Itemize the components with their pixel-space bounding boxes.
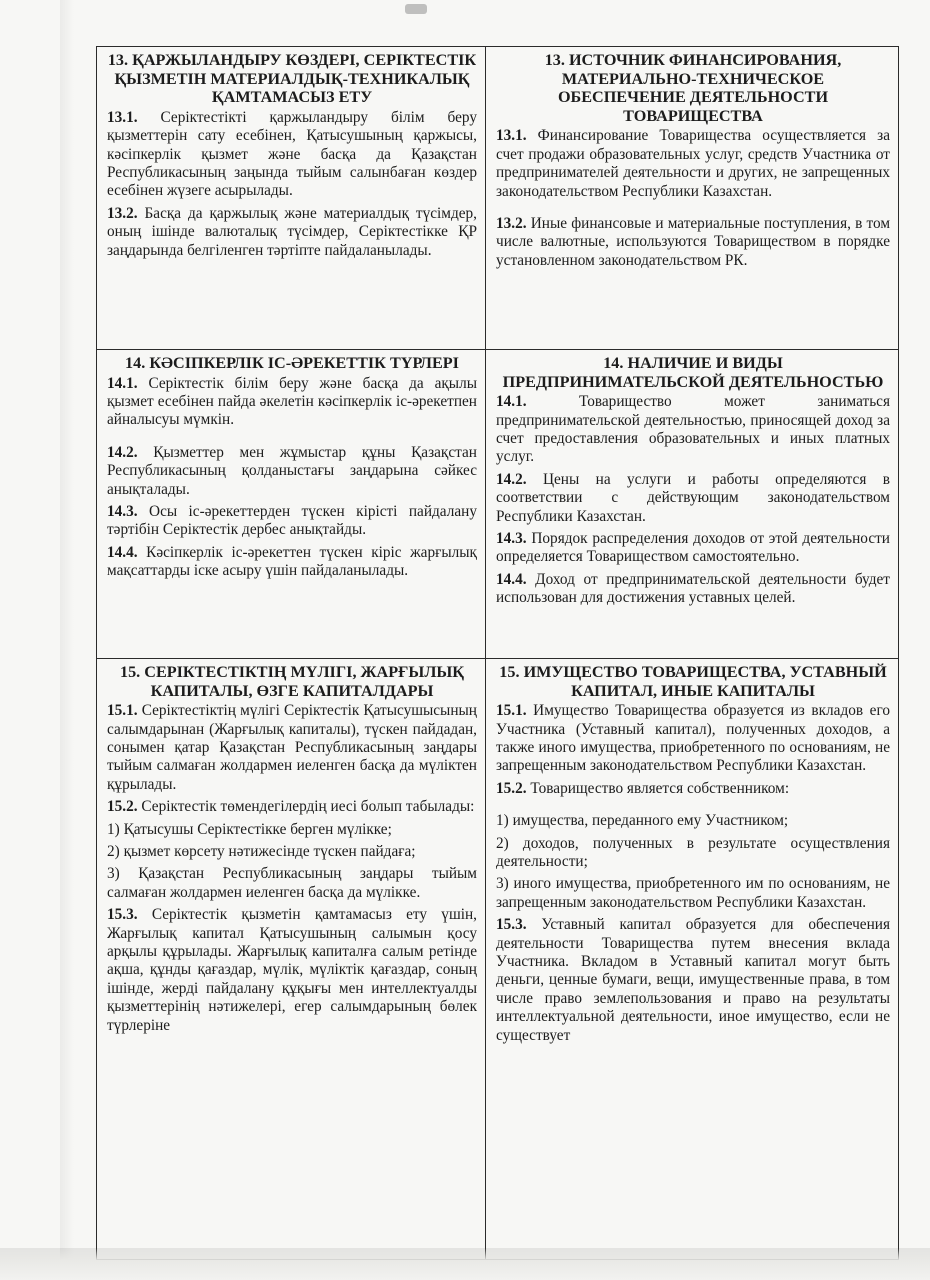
clause-number: 13.1. xyxy=(107,108,138,126)
list-item xyxy=(107,821,477,839)
clause-number: 13.2. xyxy=(496,215,527,232)
clause xyxy=(496,571,890,608)
section-15-russian xyxy=(486,659,899,1260)
list-item-text: 2) доходов, полученных в результате осуществления деятельности; xyxy=(496,834,890,871)
clause xyxy=(496,471,890,526)
clause-number: 15.3. xyxy=(107,906,138,924)
list-item xyxy=(107,843,477,861)
clause xyxy=(107,109,477,201)
clause-number: 14.4. xyxy=(496,570,527,588)
clause-text: Имущество Товарищества образуется из вкладов его Участника (Уставный капитал), полученных доходов, а также иного имущества, приобретенного по основаниям, не запрещенным законодательством Республики Казахстан. xyxy=(496,702,890,775)
section-13-russian xyxy=(486,47,899,350)
clause-number: 15.3. xyxy=(496,916,527,934)
section-title: 13. ИСТОЧНИК ФИНАНСИРОВАНИЯ, МАТЕРИАЛЬНО-ТЕХНИЧЕСКОЕ ОБЕСПЕЧЕНИЕ ДЕЯТЕЛЬНОСТИ ТОВАРИЩЕСТВА xyxy=(544,51,842,125)
section-13-kazakh xyxy=(97,47,486,350)
clause xyxy=(496,215,890,270)
clause-text: Доход от предпринимательской деятельности будет использован для достижения уставных целей. xyxy=(496,570,890,607)
section-14-kazakh xyxy=(97,350,486,659)
clause xyxy=(107,205,477,260)
clause-text: Серіктестік білім беру және басқа да ақылы қызмет есебінен пайда әкелетін кәсіпкерлік іс-әрекетпен айналысуы мүмкін. xyxy=(107,374,477,429)
clause-text: Серіктестік төмендегілердің иесі болып табылады: xyxy=(137,798,475,816)
clause xyxy=(107,702,477,794)
list-item xyxy=(496,812,890,830)
clause-text: Цены на услуги и работы определяются в соответствии с действующим законодательством Республики Казахстан. xyxy=(496,470,890,525)
clause-text: Товарищество может заниматься предпринимательской деятельностью, приносящей доход за счет предоставления образовательных и иных платных услуг. xyxy=(496,393,890,466)
section-row-15 xyxy=(97,659,899,1260)
section-title: 15. СЕРІКТЕСТІКТІҢ МҮЛІГІ, ЖАРҒЫЛЫҚ КАПИТАЛЫ, ӨЗГЕ КАПИТАЛДАРЫ xyxy=(119,663,465,700)
clause-text: Порядок распределения доходов от этой деятельности определяется Товариществом самостоятельно. xyxy=(496,530,890,566)
clause xyxy=(107,503,477,540)
list-item-text: 3) Қазақстан Республикасының заңдары тыйым салмаған жолдармен иеленген басқа да мүлікке. xyxy=(107,865,477,901)
clause-number: 14.3. xyxy=(496,530,527,548)
section-row-13 xyxy=(97,47,899,350)
clause xyxy=(107,906,477,1035)
clause xyxy=(496,780,890,798)
clause-number: 13.1. xyxy=(496,127,527,145)
clause-text: Уставный капитал образуется для обеспечения деятельности Товарищества путем внесения вклада Участника. Вкладом в Уставный капитал могут быть деньги, ценные бумаги, вещи, имущественные права, в том числе право землепользования и право на результаты интеллектуальной деятельности, иное имущество, если не существует xyxy=(496,916,890,1044)
page-fold-shadow xyxy=(60,0,74,1280)
clause xyxy=(496,702,890,776)
bilingual-charter-table xyxy=(96,46,899,1260)
clause-text: Иные финансовые и материальные поступления, в том числе валютные, используются Товариществом в порядке установленном законодательством РК. xyxy=(496,215,890,269)
list-item-text: 1) имущества, переданного ему Участником; xyxy=(496,812,789,830)
section-title: 15. ИМУЩЕСТВО ТОВАРИЩЕСТВА, УСТАВНЫЙ КАПИТАЛ, ИНЫЕ КАПИТАЛЫ xyxy=(499,663,887,700)
section-title: 13. ҚАРЖЫЛАНДЫРУ КӨЗДЕРІ, СЕРІКТЕСТІК ҚЫЗМЕТІН МАТЕРИАЛДЫҚ-ТЕХНИКАЛЫҚ ҚАМТАМАСЫЗ ЕТУ xyxy=(107,51,477,107)
section-title: 14. НАЛИЧИЕ И ВИДЫ ПРЕДПРИНИМАТЕЛЬСКОЙ ДЕЯТЕЛЬНОСТЬЮ xyxy=(502,354,884,391)
scan-mark xyxy=(405,4,427,14)
clause-number: 15.1. xyxy=(107,702,138,720)
clause-text: Қызметтер мен жұмыстар құны Қазақстан Республикасының қолданыстағы заңдарына сәйкес анықталады. xyxy=(107,443,477,498)
clause-number: 14.1. xyxy=(496,393,527,411)
clause xyxy=(107,544,477,581)
clause xyxy=(496,127,890,201)
clause xyxy=(107,444,477,499)
clause-text: Серіктестікті қаржыландыру білім беру қызметтерін сату есебінен, Қатысушының қаржысы, кәсіпкерлік қызмет және басқа да Қазақстан Республикасының заңында тыйым салынбаған көздер есебінен жүзеге асырылады. xyxy=(107,108,477,200)
list-item-text: 3) иного имущества, приобретенного им по основаниям, не запрещенным законодательством Республики Казахстан. xyxy=(496,875,890,911)
clause-text: Серіктестіктің мүлігі Серіктестік Қатысушысының салымдарынан (Жарғылық капиталы), түскен пайдадан, сонымен қатар Қазақстан Республикасының заңдары тыйым салмаған жолдармен иеленген басқа да мүліктен құрылады. xyxy=(107,702,477,793)
list-item xyxy=(107,865,477,902)
clause-number: 14.4. xyxy=(107,543,138,561)
clause xyxy=(107,375,477,430)
list-item-text: 1) Қатысушы Серіктестікке берген мүлікке; xyxy=(107,820,392,838)
clause-text: Басқа да қаржылық және материалдық түсімдер, оның ішінде валюталық түсімдер, Серіктестікке ҚР заңдарында белгіленген тәртіпте пайдаланылады. xyxy=(107,204,477,259)
clause-text: Товарищество является собственником: xyxy=(526,779,790,797)
list-item xyxy=(496,835,890,872)
clause-text: Осы іс-әрекеттерден түскен кірісті пайдалану тәртібін Серіктестік дербес анықтайды. xyxy=(107,503,477,539)
clause xyxy=(107,798,477,816)
clause xyxy=(496,393,890,467)
clause-number: 14.3. xyxy=(107,503,138,521)
list-item xyxy=(496,875,890,912)
page-bottom-edge xyxy=(0,1248,930,1280)
section-row-14 xyxy=(97,350,899,659)
clause-number: 14.2. xyxy=(496,470,527,488)
clause xyxy=(496,916,890,1045)
clause-number: 14.2. xyxy=(107,443,138,461)
clause-number: 15.1. xyxy=(496,702,527,720)
section-14-russian xyxy=(486,350,899,659)
section-title: 14. КӘСІПКЕРЛІК ІС-ӘРЕКЕТТІК ТҮРЛЕРІ xyxy=(125,354,459,372)
clause-text: Кәсіпкерлік іс-әрекеттен түскен кіріс жарғылық мақсаттарды іске асыру үшін пайдаланылады. xyxy=(107,543,477,580)
clause-number: 15.2. xyxy=(496,779,527,797)
list-item-text: 2) қызмет көрсету нәтижесінде түскен пайдаға; xyxy=(107,843,416,861)
clause-number: 14.1. xyxy=(107,374,138,392)
clause-text: Серіктестік қызметін қамтамасыз ету үшін, Жарғылық капитал Қатысушының салымын қосу арқылы құрылады. Жарғылық капиталға салым ретінде ақша, құнды қағаздар, мүлік, мүліктік қағаздар, соның ішінде, жерді пайдалану құқығы мен интеллектуалды қызметтерінің нәтижелері, егер салымдарының бөлек түрлеріне xyxy=(107,906,477,1034)
clause xyxy=(496,530,890,567)
clause-text: Финансирование Товарищества осуществляется за счет продажи образовательных услуг, средств Участника от предпринимателей деятельности и других, не запрещенных законодательством Республики Казахстан. xyxy=(496,127,890,200)
section-15-kazakh xyxy=(97,659,486,1260)
clause-number: 15.2. xyxy=(107,798,138,816)
clause-number: 13.2. xyxy=(107,204,138,222)
